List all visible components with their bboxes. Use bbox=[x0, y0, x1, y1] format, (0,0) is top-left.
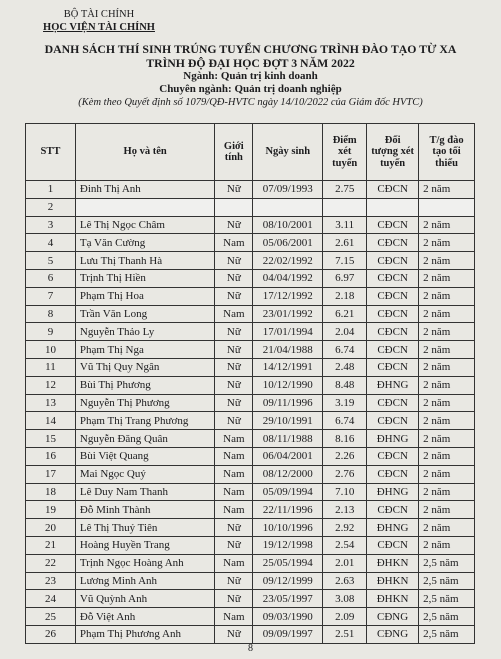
cell-score: 8.48 bbox=[323, 376, 367, 394]
cell-duration: 2 năm bbox=[419, 519, 475, 537]
cell-group: CĐCN bbox=[367, 252, 419, 270]
cell-duration: 2 năm bbox=[419, 269, 475, 287]
cell-score: 2.01 bbox=[323, 554, 367, 572]
cell-dob: 23/05/1997 bbox=[253, 590, 323, 608]
table-row bbox=[26, 572, 475, 590]
cell-group: CĐCN bbox=[367, 323, 419, 341]
cell-group: ĐHNG bbox=[367, 430, 419, 448]
cell-score: 3.19 bbox=[323, 394, 367, 412]
cell-score: 6.74 bbox=[323, 341, 367, 359]
cell-score: 2.51 bbox=[323, 625, 367, 643]
cell-stt: 14 bbox=[26, 412, 76, 430]
cell-dob: 23/01/1992 bbox=[253, 305, 323, 323]
cell-score: 2.09 bbox=[323, 608, 367, 626]
cell-stt: 5 bbox=[26, 252, 76, 270]
cell-group: CĐCN bbox=[367, 465, 419, 483]
cell-duration: 2 năm bbox=[419, 536, 475, 554]
cell-gender: Nữ bbox=[215, 376, 253, 394]
cell-duration: 2,5 năm bbox=[419, 554, 475, 572]
cell-name: Bùi Thị Phương bbox=[75, 376, 214, 394]
cell-dob: 08/10/2001 bbox=[253, 216, 323, 234]
cell-gender: Nữ bbox=[215, 625, 253, 643]
cell-stt: 20 bbox=[26, 519, 76, 537]
cell-stt: 7 bbox=[26, 287, 76, 305]
cell-score: 2.26 bbox=[323, 447, 367, 465]
cell-stt: 3 bbox=[26, 216, 76, 234]
cell-name: Lê Duy Nam Thanh bbox=[75, 483, 214, 501]
cell-score: 8.16 bbox=[323, 430, 367, 448]
cell-group: ĐHKN bbox=[367, 554, 419, 572]
cell-stt: 16 bbox=[26, 447, 76, 465]
cell-group: ĐHNG bbox=[367, 519, 419, 537]
cell-gender: Nữ bbox=[215, 394, 253, 412]
cell-duration: 2 năm bbox=[419, 287, 475, 305]
decision-reference: (Kèm theo Quyết định số 1079/QĐ-HVTC ngày 14/10/2022 của Giám đốc HVTC) bbox=[78, 97, 423, 108]
cell-dob: 09/12/1999 bbox=[253, 572, 323, 590]
cell-name: Nguyễn Thảo Ly bbox=[75, 323, 214, 341]
table-header-row bbox=[26, 124, 475, 181]
cell-gender: Nam bbox=[215, 234, 253, 252]
cell-name: Trịnh Thị Hiền bbox=[75, 269, 214, 287]
cell-group: CĐCN bbox=[367, 269, 419, 287]
cell-stt: 22 bbox=[26, 554, 76, 572]
academy-name: HỌC VIỆN TÀI CHÍNH bbox=[43, 22, 155, 33]
cell-gender: Nữ bbox=[215, 341, 253, 359]
cell-gender: Nữ bbox=[215, 216, 253, 234]
cell-stt: 26 bbox=[26, 625, 76, 643]
organization-header bbox=[34, 9, 164, 34]
cell-duration: 2 năm bbox=[419, 305, 475, 323]
table-row bbox=[26, 323, 475, 341]
cell-stt: 6 bbox=[26, 269, 76, 287]
cell-gender: Nam bbox=[215, 554, 253, 572]
cell-stt: 21 bbox=[26, 536, 76, 554]
table-row bbox=[26, 376, 475, 394]
cell-dob: 22/11/1996 bbox=[253, 501, 323, 519]
cell-gender: Nữ bbox=[215, 536, 253, 554]
cell-name: Trần Văn Long bbox=[75, 305, 214, 323]
cell-stt: 9 bbox=[26, 323, 76, 341]
header-name: Họ và tên bbox=[75, 124, 214, 181]
cell-group: ĐHNG bbox=[367, 376, 419, 394]
cell-group: CĐCN bbox=[367, 358, 419, 376]
table-row bbox=[26, 554, 475, 572]
cell-group: CĐCN bbox=[367, 536, 419, 554]
cell-dob: 09/09/1997 bbox=[253, 625, 323, 643]
cell-duration: 2 năm bbox=[419, 234, 475, 252]
header-group: Đối tượng xét tuyển bbox=[367, 124, 419, 181]
table-row bbox=[26, 536, 475, 554]
cell-dob: 10/12/1990 bbox=[253, 376, 323, 394]
cell-score: 7.15 bbox=[323, 252, 367, 270]
cell-dob: 10/10/1996 bbox=[253, 519, 323, 537]
cell-duration: 2,5 năm bbox=[419, 625, 475, 643]
admission-table bbox=[25, 123, 475, 644]
cell-dob: 29/10/1991 bbox=[253, 412, 323, 430]
table-row bbox=[26, 305, 475, 323]
cell-group bbox=[367, 198, 419, 216]
cell-duration: 2 năm bbox=[419, 394, 475, 412]
table-row bbox=[26, 430, 475, 448]
cell-group: CĐCN bbox=[367, 216, 419, 234]
table-row bbox=[26, 216, 475, 234]
cell-stt: 19 bbox=[26, 501, 76, 519]
cell-score: 2.04 bbox=[323, 323, 367, 341]
cell-score: 2.75 bbox=[323, 181, 367, 199]
cell-dob: 08/12/2000 bbox=[253, 465, 323, 483]
cell-group: CĐCN bbox=[367, 287, 419, 305]
cell-name: Phạm Thị Nga bbox=[75, 341, 214, 359]
cell-group: CĐNG bbox=[367, 608, 419, 626]
cell-duration: 2 năm bbox=[419, 181, 475, 199]
cell-stt: 15 bbox=[26, 430, 76, 448]
table-row bbox=[26, 625, 475, 643]
cell-group: CĐCN bbox=[367, 394, 419, 412]
table-row bbox=[26, 501, 475, 519]
cell-duration: 2 năm bbox=[419, 376, 475, 394]
cell-dob: 06/04/2001 bbox=[253, 447, 323, 465]
cell-score: 7.10 bbox=[323, 483, 367, 501]
document-title: DANH SÁCH THÍ SINH TRÚNG TUYỂN CHƯƠNG TRÌNH ĐÀO TẠO TỪ XA bbox=[44, 42, 457, 56]
cell-stt: 23 bbox=[26, 572, 76, 590]
cell-dob: 05/09/1994 bbox=[253, 483, 323, 501]
cell-dob: 05/06/2001 bbox=[253, 234, 323, 252]
cell-duration: 2 năm bbox=[419, 501, 475, 519]
cell-stt: 24 bbox=[26, 590, 76, 608]
table-row bbox=[26, 234, 475, 252]
cell-duration: 2 năm bbox=[419, 430, 475, 448]
cell-name: Vũ Thị Quy Ngân bbox=[75, 358, 214, 376]
cell-dob: 17/01/1994 bbox=[253, 323, 323, 341]
cell-duration: 2 năm bbox=[419, 252, 475, 270]
table-body bbox=[26, 181, 475, 644]
cell-duration: 2,5 năm bbox=[419, 608, 475, 626]
cell-score: 3.11 bbox=[323, 216, 367, 234]
cell-gender: Nữ bbox=[215, 252, 253, 270]
cell-name: Vũ Quỳnh Anh bbox=[75, 590, 214, 608]
header-dob: Ngày sinh bbox=[253, 124, 323, 181]
document-title-block bbox=[0, 42, 501, 110]
cell-gender: Nữ bbox=[215, 358, 253, 376]
table-row bbox=[26, 269, 475, 287]
cell-score: 2.18 bbox=[323, 287, 367, 305]
cell-gender: Nam bbox=[215, 465, 253, 483]
cell-name bbox=[75, 198, 214, 216]
table-row bbox=[26, 590, 475, 608]
cell-dob: 09/11/1996 bbox=[253, 394, 323, 412]
cell-name: Mai Ngọc Quý bbox=[75, 465, 214, 483]
cell-dob: 07/09/1993 bbox=[253, 181, 323, 199]
table-row bbox=[26, 358, 475, 376]
cell-group: CĐNG bbox=[367, 625, 419, 643]
cell-name: Nguyễn Đăng Quân bbox=[75, 430, 214, 448]
cell-gender bbox=[215, 198, 253, 216]
cell-dob: 17/12/1992 bbox=[253, 287, 323, 305]
cell-duration: 2 năm bbox=[419, 341, 475, 359]
cell-gender: Nam bbox=[215, 305, 253, 323]
cell-score: 2.54 bbox=[323, 536, 367, 554]
cell-group: ĐHNG bbox=[367, 483, 419, 501]
cell-score: 2.92 bbox=[323, 519, 367, 537]
header-duration: T/g đào tạo tối thiểu bbox=[419, 124, 475, 181]
cell-score: 6.21 bbox=[323, 305, 367, 323]
cell-score bbox=[323, 198, 367, 216]
page-number: 8 bbox=[248, 643, 253, 654]
table-row bbox=[26, 287, 475, 305]
cell-gender: Nam bbox=[215, 483, 253, 501]
cell-gender: Nữ bbox=[215, 412, 253, 430]
cell-stt: 11 bbox=[26, 358, 76, 376]
cell-stt: 1 bbox=[26, 181, 76, 199]
cell-score: 2.76 bbox=[323, 465, 367, 483]
table-row bbox=[26, 519, 475, 537]
document-subtitle: TRÌNH ĐỘ ĐẠI HỌC ĐỢT 3 NĂM 2022 bbox=[146, 56, 355, 70]
cell-dob bbox=[253, 198, 323, 216]
cell-score: 2.13 bbox=[323, 501, 367, 519]
cell-group: CĐCN bbox=[367, 447, 419, 465]
cell-name: Phạm Thị Hoa bbox=[75, 287, 214, 305]
cell-group: CĐCN bbox=[367, 501, 419, 519]
cell-dob: 04/04/1992 bbox=[253, 269, 323, 287]
cell-group: CĐCN bbox=[367, 305, 419, 323]
cell-name: Lương Minh Anh bbox=[75, 572, 214, 590]
cell-stt: 2 bbox=[26, 198, 76, 216]
cell-stt: 12 bbox=[26, 376, 76, 394]
cell-group: CĐCN bbox=[367, 412, 419, 430]
cell-stt: 4 bbox=[26, 234, 76, 252]
cell-gender: Nam bbox=[215, 608, 253, 626]
cell-name: Lê Thị Ngọc Châm bbox=[75, 216, 214, 234]
cell-gender: Nữ bbox=[215, 572, 253, 590]
cell-dob: 19/12/1998 bbox=[253, 536, 323, 554]
cell-dob: 21/04/1988 bbox=[253, 341, 323, 359]
cell-duration: 2 năm bbox=[419, 483, 475, 501]
cell-duration: 2,5 năm bbox=[419, 590, 475, 608]
cell-name: Nguyễn Thị Phương bbox=[75, 394, 214, 412]
cell-group: ĐHKN bbox=[367, 590, 419, 608]
table-row bbox=[26, 483, 475, 501]
cell-stt: 13 bbox=[26, 394, 76, 412]
table-row bbox=[26, 198, 475, 216]
cell-stt: 18 bbox=[26, 483, 76, 501]
cell-dob: 09/03/1990 bbox=[253, 608, 323, 626]
cell-dob: 14/12/1991 bbox=[253, 358, 323, 376]
cell-score: 6.74 bbox=[323, 412, 367, 430]
cell-group: CĐCN bbox=[367, 234, 419, 252]
cell-dob: 22/02/1992 bbox=[253, 252, 323, 270]
cell-stt: 17 bbox=[26, 465, 76, 483]
cell-name: Đỗ Việt Anh bbox=[75, 608, 214, 626]
table-row bbox=[26, 181, 475, 199]
table-row bbox=[26, 465, 475, 483]
cell-score: 2.48 bbox=[323, 358, 367, 376]
cell-duration: 2 năm bbox=[419, 447, 475, 465]
cell-gender: Nam bbox=[215, 447, 253, 465]
header-score: Điểm xét tuyển bbox=[323, 124, 367, 181]
cell-duration: 2 năm bbox=[419, 412, 475, 430]
table-row bbox=[26, 447, 475, 465]
cell-dob: 25/05/1994 bbox=[253, 554, 323, 572]
cell-dob: 08/11/1988 bbox=[253, 430, 323, 448]
cell-score: 2.63 bbox=[323, 572, 367, 590]
cell-duration: 2 năm bbox=[419, 358, 475, 376]
cell-duration: 2 năm bbox=[419, 465, 475, 483]
table-row bbox=[26, 412, 475, 430]
specialization-line: Chuyên ngành: Quản trị doanh nghiệp bbox=[159, 83, 342, 95]
table-row bbox=[26, 252, 475, 270]
ministry-name: BỘ TÀI CHÍNH bbox=[63, 9, 135, 20]
table-row bbox=[26, 341, 475, 359]
cell-stt: 8 bbox=[26, 305, 76, 323]
cell-gender: Nữ bbox=[215, 287, 253, 305]
cell-gender: Nữ bbox=[215, 269, 253, 287]
cell-name: Trịnh Ngọc Hoàng Anh bbox=[75, 554, 214, 572]
cell-name: Đỗ Minh Thành bbox=[75, 501, 214, 519]
cell-duration: 2,5 năm bbox=[419, 572, 475, 590]
cell-group: CĐCN bbox=[367, 181, 419, 199]
cell-duration: 2 năm bbox=[419, 216, 475, 234]
header-gender: Giới tính bbox=[215, 124, 253, 181]
major-line: Ngành: Quản trị kinh doanh bbox=[183, 70, 318, 82]
cell-gender: Nữ bbox=[215, 181, 253, 199]
cell-score: 6.97 bbox=[323, 269, 367, 287]
cell-duration: 2 năm bbox=[419, 323, 475, 341]
cell-group: ĐHKN bbox=[367, 572, 419, 590]
header-stt: STT bbox=[26, 124, 76, 181]
cell-score: 3.08 bbox=[323, 590, 367, 608]
cell-gender: Nữ bbox=[215, 519, 253, 537]
cell-duration bbox=[419, 198, 475, 216]
cell-score: 2.61 bbox=[323, 234, 367, 252]
cell-stt: 10 bbox=[26, 341, 76, 359]
cell-gender: Nam bbox=[215, 501, 253, 519]
cell-gender: Nữ bbox=[215, 590, 253, 608]
table-row bbox=[26, 394, 475, 412]
cell-name: Hoàng Huyền Trang bbox=[75, 536, 214, 554]
cell-name: Đinh Thị Anh bbox=[75, 181, 214, 199]
cell-name: Bùi Việt Quang bbox=[75, 447, 214, 465]
cell-name: Phạm Thị Trang Phương bbox=[75, 412, 214, 430]
cell-gender: Nữ bbox=[215, 323, 253, 341]
cell-name: Lưu Thị Thanh Hà bbox=[75, 252, 214, 270]
cell-name: Tạ Văn Cường bbox=[75, 234, 214, 252]
cell-group: CĐCN bbox=[367, 341, 419, 359]
cell-name: Lê Thị Thuỷ Tiên bbox=[75, 519, 214, 537]
cell-gender: Nam bbox=[215, 430, 253, 448]
table-row bbox=[26, 608, 475, 626]
cell-stt: 25 bbox=[26, 608, 76, 626]
cell-name: Phạm Thị Phương Anh bbox=[75, 625, 214, 643]
